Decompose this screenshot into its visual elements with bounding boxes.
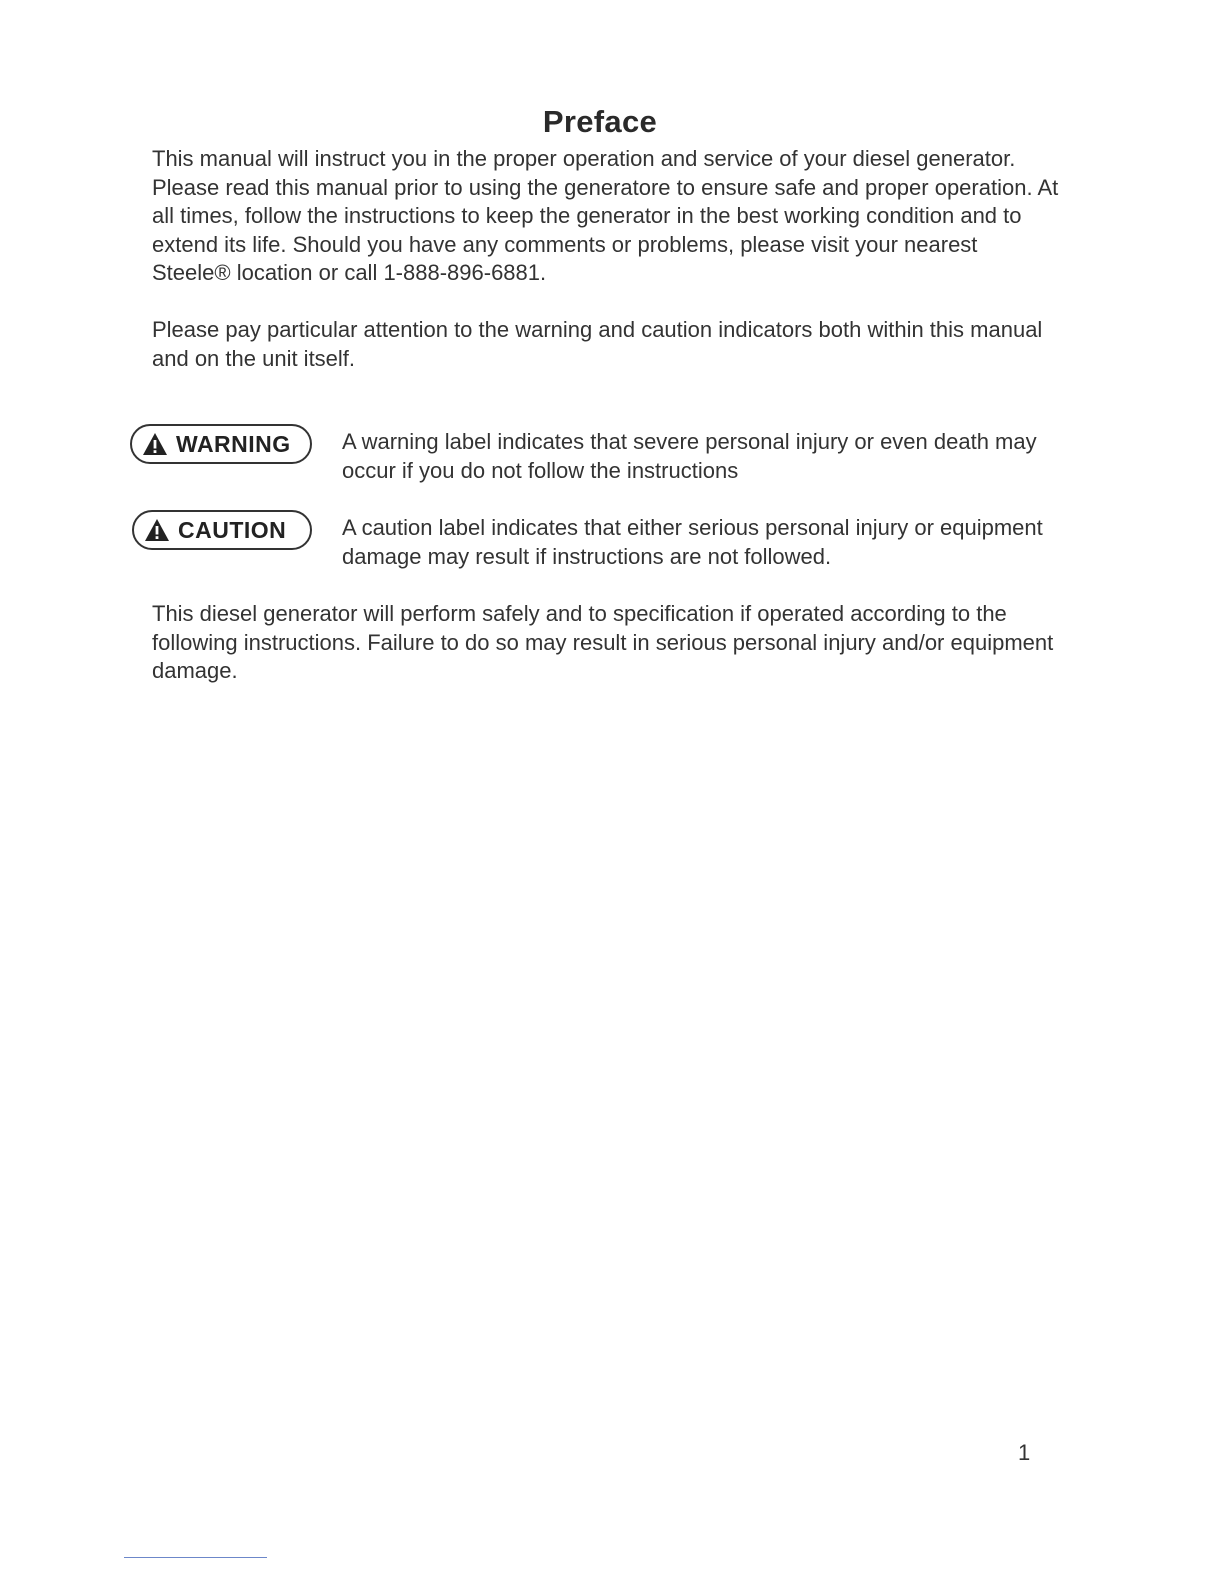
warning-label-row xyxy=(130,424,1130,484)
caution-description: A caution label indicates that either serious personal injury or equipment damage may result if instructions are not followed. xyxy=(342,515,1043,569)
warning-description: A warning label indicates that severe personal injury or even death may occur if you do not follow the instructions xyxy=(342,429,1037,483)
attention-paragraph: Please pay particular attention to the warning and caution indicators both within this manual and on the unit itself. xyxy=(152,317,1043,371)
caution-badge-text: CAUTION xyxy=(178,516,287,543)
caution-label-row xyxy=(130,510,1130,570)
warning-badge xyxy=(130,424,312,464)
page-title: Preface xyxy=(542,104,658,139)
caution-badge xyxy=(132,510,312,550)
footer-rule xyxy=(124,1557,267,1558)
warning-triangle-icon xyxy=(144,518,170,542)
intro-paragraph: This manual will instruct you in the proper operation and service of your diesel generator. Please read this manual prior to using the generatore to ensure safe and proper operation. At all times, follow the instructions to keep the generator in the best working condition and to extend its life. Should you have any comments or problems, please visit your nearest Steele® location or call 1-888-896-6881. xyxy=(152,146,1059,285)
closing-paragraph: This diesel generator will perform safely and to specification if operated according to the following instructions. Failure to do so may result in serious personal injury and/or equipment damage. xyxy=(152,601,1054,683)
warning-badge-text: WARNING xyxy=(176,430,291,457)
page-number: 1 xyxy=(1018,1440,1031,1465)
warning-triangle-icon xyxy=(142,432,168,456)
